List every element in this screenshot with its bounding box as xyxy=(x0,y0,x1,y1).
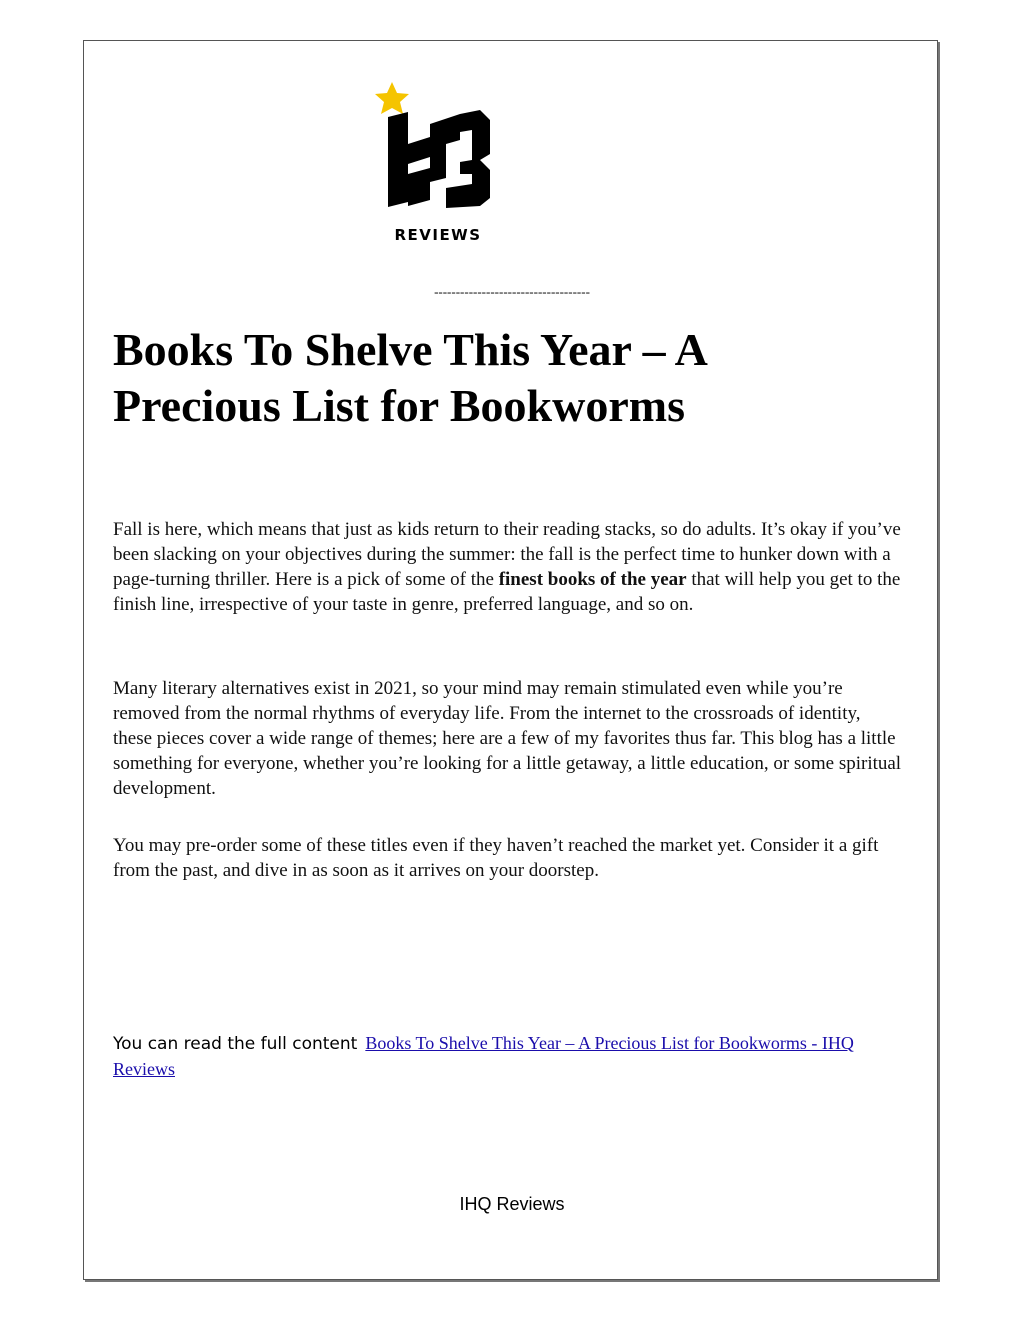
full-article-link[interactable]: Books To Shelve This Year – A Precious List for Bookworms - IHQ Reviews xyxy=(113,1033,854,1079)
intro-paragraph xyxy=(113,517,903,617)
intro-text-end: that will help you get to the finish line, irrespective of your taste in genre, preferred language, and so on. xyxy=(113,569,901,615)
star-icon xyxy=(375,82,409,114)
divider-line: ------------------------------------ xyxy=(434,284,590,299)
page-frame xyxy=(83,40,938,1280)
read-more-label: You can read the full content xyxy=(113,1034,358,1054)
body-paragraph-2: Many literary alternatives exist in 2021, so your mind may remain stimulated even while you’re removed from the normal rhythms of everyday life. From the internet to the crossroads of identity, these pieces cover a wide range of themes; here are a few of my favorites thus far. This blog has a little something for everyone, whether you’re looking for a little getaway, a little education, or some spiritual development. xyxy=(113,678,902,799)
body-paragraph-3: You may pre-order some of these titles even if they haven’t reached the market yet. Consider it a gift from the past, and dive in as soon as it arrives on your doorstep. xyxy=(113,835,879,881)
intro-bold-text: finest books of the year xyxy=(498,569,687,590)
read-more-line xyxy=(113,1031,873,1083)
page-title: Books To Shelve This Year – A Precious List for Bookworms xyxy=(113,324,706,431)
footer-brand: IHQ Reviews xyxy=(459,1194,565,1214)
ihq-reviews-logo-icon xyxy=(368,82,508,247)
intro-text: Fall is here, which means that just as kids return to their reading stacks, so do adults. It’s okay if you’ve been slacking on your objectives during the summer: the fall is the perfect time to hunker down with a page-turning thriller. Here is a pick of some of the xyxy=(113,519,901,590)
logo-wordmark: REVIEWS xyxy=(394,226,482,244)
